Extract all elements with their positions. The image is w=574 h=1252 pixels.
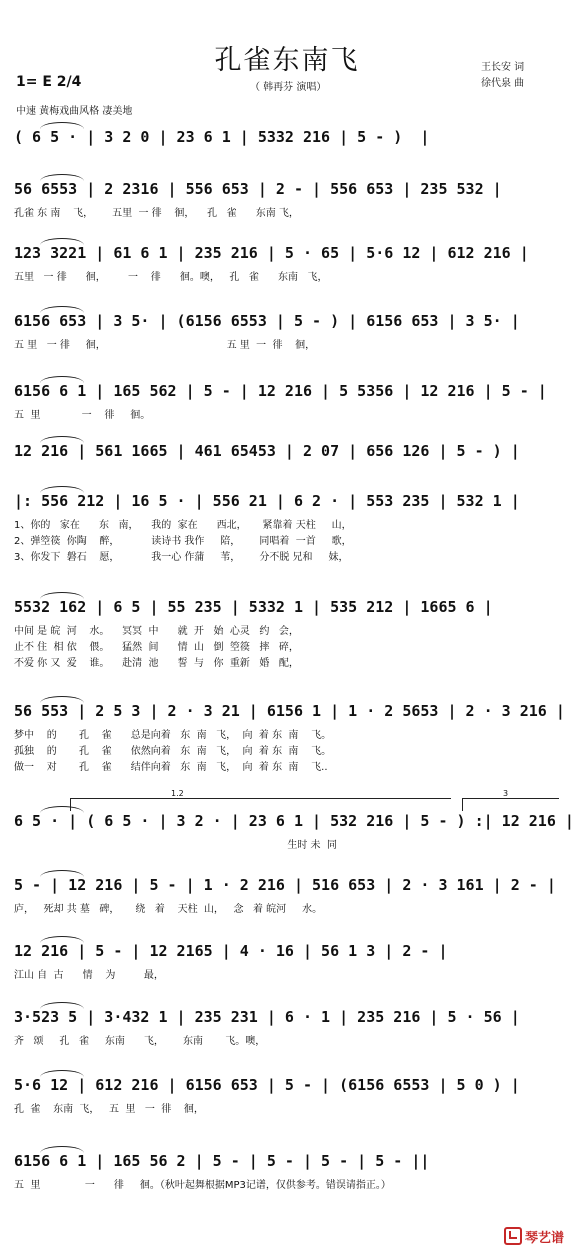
lyric-line: 庐， 死却 共 墓 碑， 绕 着 天柱 山， 念 着 皖河 水。 <box>14 904 323 915</box>
slur-mark <box>40 936 84 943</box>
stave-row: 6 5 · | ( 6 5 · | 3 2 · | 23 6 1 | 532 216 | 5 - ) :| 12 216 | <box>14 812 574 830</box>
lyric-line: 江山 自 古 情 为 最， <box>14 970 164 981</box>
lyric-line: 孤独 的 孔 雀 依然向着 东 南 飞， 向 着 东 南 飞。 <box>14 746 332 757</box>
slur-mark <box>40 870 84 877</box>
lyric-line: 五 里 一 徘 徊。 <box>14 410 151 421</box>
stave-row: ( 6 5 · | 3 2 0 | 23 6 1 | 5332 216 | 5 - ) | <box>14 128 430 146</box>
slur-mark <box>40 174 84 181</box>
stave-row: 6156 6 1 | 165 56 2 | 5 - | 5 - | 5 - | 5 - || <box>14 1152 430 1170</box>
lyric-line: 五 里 一 徘 徊。（秋叶起舞根据MP3记谱，仅供参考。错误请指正。） <box>14 1180 391 1191</box>
lyric-line: 不爱 你 又 爱 谁。 赴清 池 誓 与 你 重新 婚 配， <box>14 658 299 669</box>
slur-mark <box>40 1002 84 1009</box>
slur-mark <box>40 696 84 703</box>
slur-mark <box>40 1146 84 1153</box>
lyric-line: 梦中 的 孔 雀 总是向着 东 南 飞， 向 着 东 南 飞。 <box>14 730 332 741</box>
slur-mark <box>40 238 84 245</box>
lyric-line: 止不 住 相 依 偎。 猛然 间 情 山 倒 箜篌 摔 碎， <box>14 642 299 653</box>
logo-text: 琴艺谱 <box>524 1231 564 1246</box>
lyric-line: 生时 未 同 <box>14 840 337 851</box>
slur-mark <box>40 592 84 599</box>
slur-mark <box>40 486 84 493</box>
lyric-line: 中间 是 皖 河 水。 冥冥 中 就 开 始 心灵 约 会， <box>14 626 299 637</box>
lyric-line: 2、弹箜篌 你陶 醉， 读诗书 我作 陪， 同唱着 一首 歌， <box>14 536 352 547</box>
lyric-line: 五 里 一 徘 徊， 五 里 一 徘 徊， <box>14 340 316 351</box>
composer-credit: 徐代泉 曲 <box>481 78 525 89</box>
stave-row: |: 556 212 | 16 5 · | 556 21 | 6 2 · | 553 235 | 532 1 | <box>14 492 520 510</box>
volta-label: 3 <box>503 789 509 798</box>
stave-row: 6156 6 1 | 165 562 | 5 - | 12 216 | 5 5356 | 12 216 | 5 - | <box>14 382 547 400</box>
key-signature: 1= E 2/4 <box>16 74 82 90</box>
stave-row: 5532 162 | 6 5 | 55 235 | 5332 1 | 535 212 | 1665 6 | <box>14 598 493 616</box>
site-logo <box>504 1227 564 1246</box>
volta-bracket-1 <box>70 789 451 811</box>
slur-mark <box>40 122 84 129</box>
lyric-line: 1、你的 家在 东 南， 我的 家在 西北， 紧靠着 天柱 山， <box>14 520 352 531</box>
lyric-line: 3、你发下 磐石 愿， 我一心 作蒲 苇， 分不脱 兄和 妹， <box>14 552 349 563</box>
stave-row: 12 216 | 5 - | 12 2165 | 4 · 16 | 56 1 3 | 2 - | <box>14 942 448 960</box>
stave-row: 5 - | 12 216 | 5 - | 1 · 2 216 | 516 653 | 2 · 3 161 | 2 - | <box>14 876 556 894</box>
stave-row: 56 553 | 2 5 3 | 2 · 3 21 | 6156 1 | 1 · 2 5653 | 2 · 3 216 | <box>14 702 565 720</box>
lyric-line: 做一 对 孔 雀 结伴向着 东 南 飞， 向 着 东 南 飞.. <box>14 762 328 773</box>
stave-row: 123 3221 | 61 6 1 | 235 216 | 5 · 65 | 5·6 12 | 612 216 | <box>14 244 529 262</box>
stave-row: 5·6 12 | 612 216 | 6156 653 | 5 - | (6156 6553 | 5 0 ) | <box>14 1076 520 1094</box>
singer-credit: （ 韩再芬 演唱） <box>250 82 327 93</box>
lyric-line: 孔 雀 东南 飞， 五 里 一 徘 徊， <box>14 1104 204 1115</box>
lyric-line: 五里 一 徘 徊， 一 徘 徊。噢， 孔 雀 东南 飞， <box>14 272 328 283</box>
logo-icon <box>504 1227 522 1245</box>
stave-row: 12 216 | 561 1665 | 461 65453 | 2 07 | 656 126 | 5 - ) | <box>14 442 520 460</box>
stave-row: 3·523 5 | 3·432 1 | 235 231 | 6 · 1 | 235 216 | 5 · 56 | <box>14 1008 520 1026</box>
lyric-line: 孔雀 东 南 飞， 五里 一 徘 徊， 孔 雀 东南 飞， <box>14 208 299 219</box>
lyricist-credit: 王长安 词 <box>481 62 525 73</box>
stave-row: 56 6553 | 2 2316 | 556 653 | 2 - | 556 653 | 235 532 | <box>14 180 502 198</box>
slur-mark <box>40 1070 84 1077</box>
slur-mark <box>40 306 84 313</box>
volta-label: 1.2 <box>171 789 184 798</box>
slur-mark <box>40 376 84 383</box>
stave-row: 6156 653 | 3 5· | (6156 6553 | 5 - ) | 6156 653 | 3 5· | <box>14 312 520 330</box>
slur-mark <box>40 436 84 443</box>
lyric-line: 齐 颂 孔 雀 东南 飞， 东南 飞。噢， <box>14 1036 266 1047</box>
volta-bracket-2 <box>462 789 559 811</box>
page-title: 孔雀东南飞 <box>214 45 360 76</box>
tempo-marking: 中速 黄梅戏曲风格 凄美地 <box>16 106 133 117</box>
